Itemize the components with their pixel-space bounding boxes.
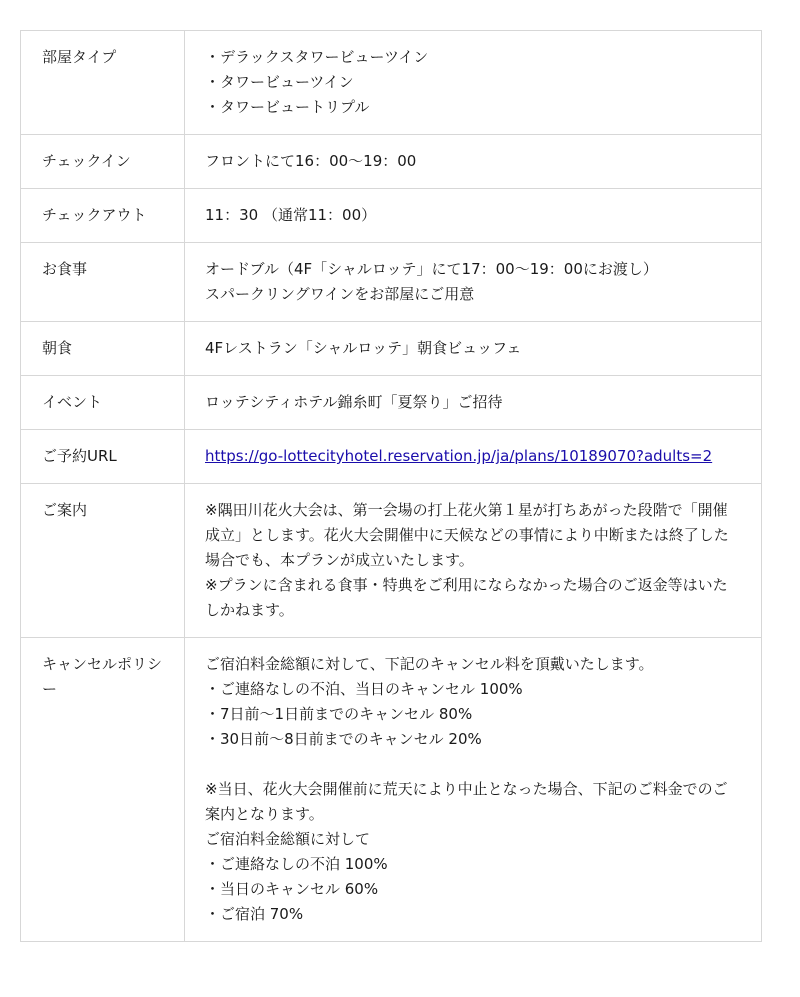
cancel-policy-line: ・30日前〜8日前までのキャンセル 20% [205, 730, 482, 748]
row-value [185, 376, 762, 430]
row-label: 部屋タイプ [21, 31, 185, 135]
row-label: ご予約URL [21, 430, 185, 484]
breakfast-text: 4Fレストラン「シャルロッテ」朝食ビュッフェ [205, 339, 522, 357]
row-value [185, 638, 762, 942]
row-label: 朝食 [21, 322, 185, 376]
cancel-policy-line: ・当日のキャンセル 60% [205, 880, 379, 898]
row-label: キャンセルポリシー [21, 638, 185, 942]
row-value [185, 243, 762, 322]
table-row-cancel-policy [21, 638, 762, 942]
guide-paragraph: ※プランに含まれる食事・特典をご利用にならなかった場合のご返金等はいたしかねます。 [205, 576, 728, 619]
table-row-event [21, 376, 762, 430]
room-type-line: ・タワービュートリプル [205, 98, 370, 116]
row-label: お食事 [21, 243, 185, 322]
row-value [185, 189, 762, 243]
cancel-policy-line: ・7日前〜1日前までのキャンセル 80% [205, 705, 473, 723]
cancel-policy-line: ・ご連絡なしの不泊、当日のキャンセル 100% [205, 680, 523, 698]
room-type-line: ・タワービューツイン [205, 73, 354, 91]
table-row-guide [21, 484, 762, 638]
row-label: チェックイン [21, 135, 185, 189]
row-label: ご案内 [21, 484, 185, 638]
meal-line: オードブル（4F「シャルロッテ」にて17：00〜19：00にお渡し） [205, 260, 658, 278]
check-out-text: 11：30 （通常11：00） [205, 206, 377, 224]
table-row-room-type [21, 31, 762, 135]
row-value [185, 322, 762, 376]
table-row-breakfast [21, 322, 762, 376]
table-row-check-in [21, 135, 762, 189]
room-type-line: ・デラックスタワービューツイン [205, 48, 429, 66]
row-value [185, 135, 762, 189]
table-row-reservation-url [21, 430, 762, 484]
table-row-meal [21, 243, 762, 322]
table-row-check-out [21, 189, 762, 243]
row-label: イベント [21, 376, 185, 430]
cancel-policy-line: ご宿泊料金総額に対して、下記のキャンセル料を頂戴いたします。 [205, 655, 654, 673]
cancel-policy-line: ご宿泊料金総額に対して [205, 830, 371, 848]
plan-info-table [20, 30, 762, 942]
cancel-policy-line: ・ご宿泊 70% [205, 905, 304, 923]
event-text: ロッテシティホテル錦糸町「夏祭り」ご招待 [205, 393, 503, 411]
check-in-text: フロントにて16：00〜19：00 [205, 152, 417, 170]
cancel-policy-line: ・ご連絡なしの不泊 100% [205, 855, 388, 873]
meal-line: スパークリングワインをお部屋にご用意 [205, 285, 475, 303]
cancel-policy-line: ※当日、花火大会開催前に荒天により中止となった場合、下記のご料金でのご案内となります。 [205, 780, 728, 823]
row-value [185, 31, 762, 135]
row-label: チェックアウト [21, 189, 185, 243]
row-value [185, 430, 762, 484]
cancel-policy-spacer [205, 752, 739, 777]
reservation-link[interactable]: https://go-lottecityhotel.reservation.jp/ja/plans/10189070?adults=2 [205, 447, 713, 465]
guide-paragraph: ※隅田川花火大会は、第一会場の打上花火第１星が打ちあがった段階で「開催成立」とします。花火大会開催中に天候などの事情により中断または終了した場合でも、本プランが成立いたします。 [205, 501, 729, 569]
row-value [185, 484, 762, 638]
